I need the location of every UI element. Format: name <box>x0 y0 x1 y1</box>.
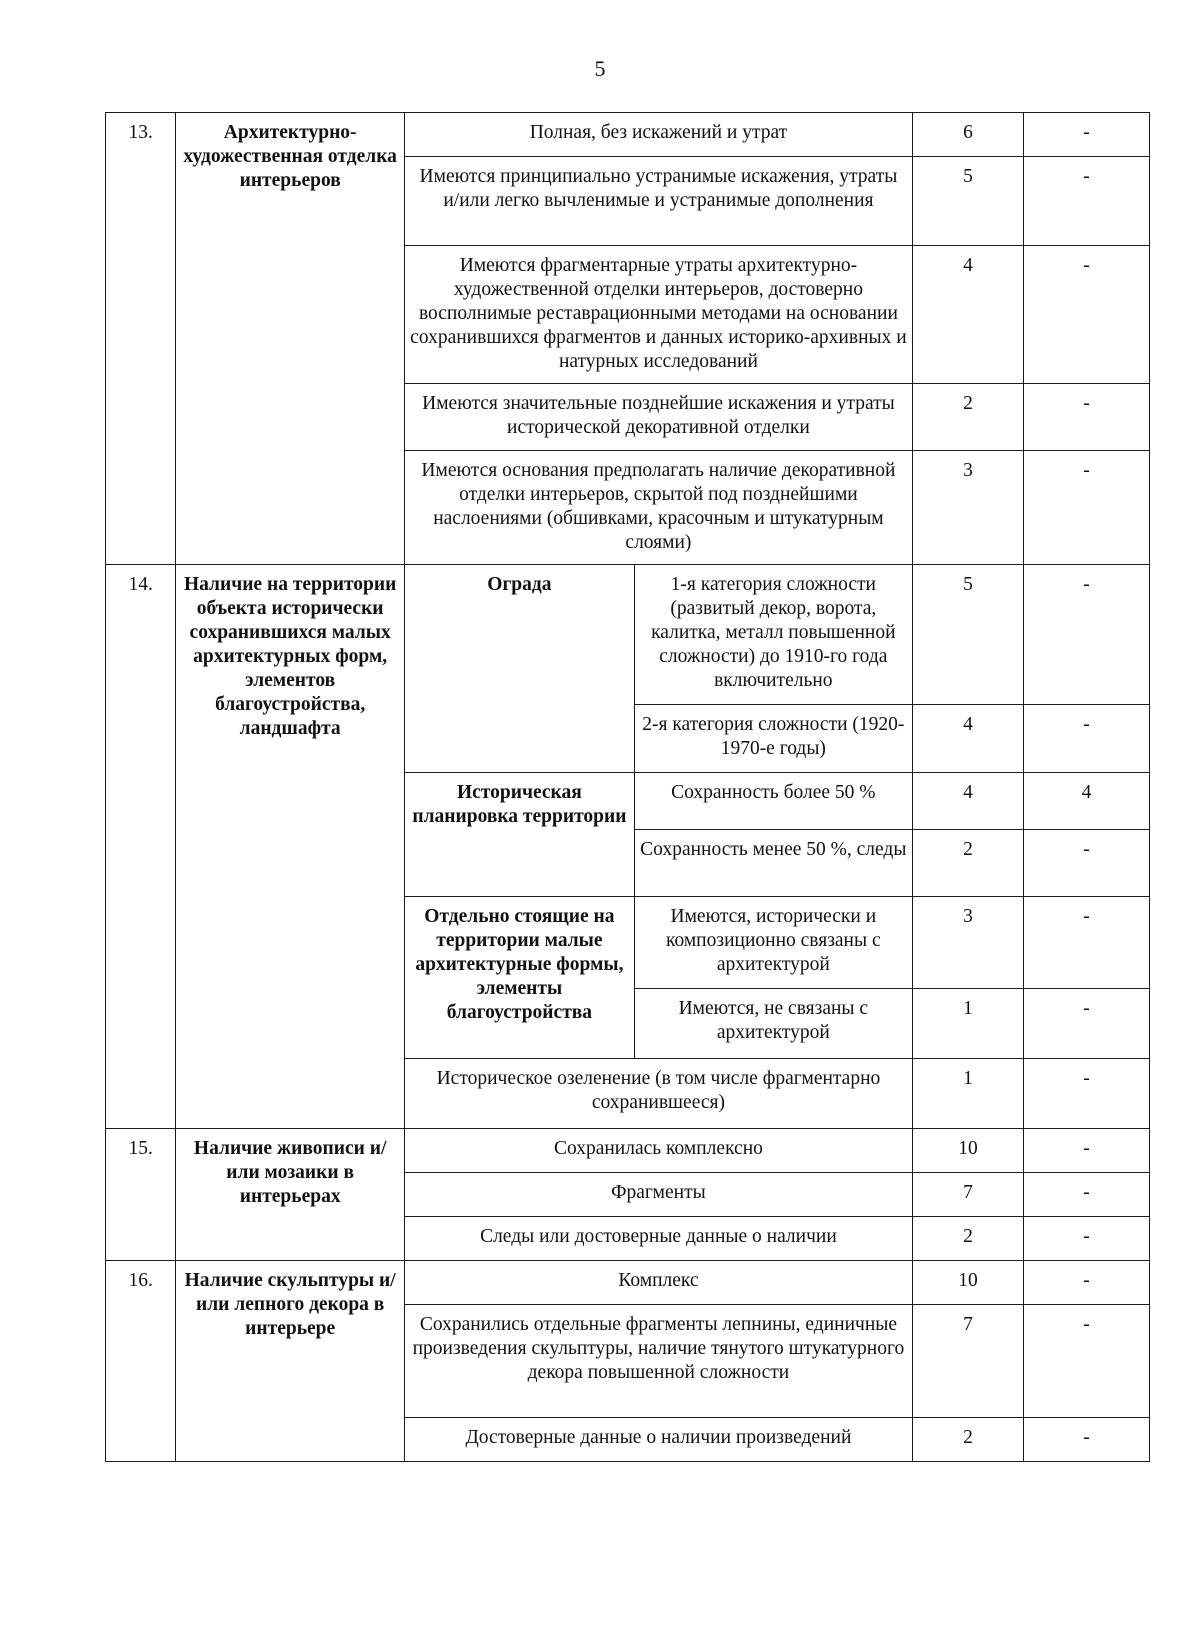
value-cell: - <box>1024 113 1150 157</box>
score-cell: 2 <box>912 830 1023 897</box>
table-row <box>106 565 1150 705</box>
score-cell: 10 <box>912 1261 1023 1305</box>
criteria-table <box>105 112 1150 1462</box>
option-text: Сохранилась комплексно <box>405 1129 913 1173</box>
criterion-name: Наличие скульптуры и/или лепного декора в интерьере <box>176 1261 405 1462</box>
score-cell: 1 <box>912 1059 1023 1129</box>
table-row <box>106 1261 1150 1305</box>
row-number: 14. <box>106 565 176 1129</box>
option-text: Сохранность менее 50 %, следы <box>634 830 912 897</box>
option-text: 1-я категория сложности (развитый декор, ворота, калитка, металл повышенной сложности) до 1910-го года включительно <box>634 565 912 705</box>
value-cell: - <box>1024 246 1150 384</box>
option-text: Достоверные данные о наличии произведений <box>405 1418 913 1462</box>
criterion-name: Наличие на территории объекта исторически сохранившихся малых архитектурных форм, элементов благоустройства, ландшафта <box>176 565 405 1129</box>
score-cell: 3 <box>912 451 1023 565</box>
score-cell: 2 <box>912 1217 1023 1261</box>
value-cell: - <box>1024 157 1150 246</box>
value-cell: - <box>1024 1173 1150 1217</box>
value-cell: - <box>1024 565 1150 705</box>
option-text: Имеются, не связаны с архитектурой <box>634 989 912 1059</box>
subcriterion-name: Отдельно стоящие на территории малые архитектурные формы, элементы благоустройства <box>405 897 635 1059</box>
option-text: Сохранность более 50 % <box>634 773 912 830</box>
option-text: Имеются, исторически и композиционно связаны с архитектурой <box>634 897 912 989</box>
value-cell: - <box>1024 1129 1150 1173</box>
option-text: Фрагменты <box>405 1173 913 1217</box>
page-number: 5 <box>594 56 606 81</box>
score-cell: 7 <box>912 1173 1023 1217</box>
score-cell: 10 <box>912 1129 1023 1173</box>
score-cell: 1 <box>912 989 1023 1059</box>
score-cell: 7 <box>912 1305 1023 1418</box>
value-cell: - <box>1024 1217 1150 1261</box>
score-cell: 4 <box>912 773 1023 830</box>
value-cell: - <box>1024 1305 1150 1418</box>
row-number: 15. <box>106 1129 176 1261</box>
option-text: Имеются принципиально устранимые искажения, утраты и/или легко вычленимые и устранимые дополнения <box>405 157 913 246</box>
option-text: Следы или достоверные данные о наличии <box>405 1217 913 1261</box>
subcriterion-name: Ограда <box>405 565 635 773</box>
row-number: 13. <box>106 113 176 565</box>
score-cell: 2 <box>912 1418 1023 1462</box>
option-text: Историческое озеленение (в том числе фрагментарно сохранившееся) <box>405 1059 913 1129</box>
subcriterion-name: Историческая планировка территории <box>405 773 635 897</box>
criterion-name: Наличие живописи и/или мозаики в интерьерах <box>176 1129 405 1261</box>
value-cell: - <box>1024 705 1150 773</box>
row-number: 16. <box>106 1261 176 1462</box>
option-text: Комплекс <box>405 1261 913 1305</box>
option-text: Имеются значительные позднейшие искажения и утраты исторической декоративной отделки <box>405 384 913 451</box>
score-cell: 4 <box>912 246 1023 384</box>
score-cell: 5 <box>912 157 1023 246</box>
score-cell: 5 <box>912 565 1023 705</box>
option-text: Имеются фрагментарные утраты архитектурно-художественной отделки интерьеров, достоверно восполнимые реставрационными методами на основании сохранившихся фрагментов и данных историко-архивных и натурных исследований <box>405 246 913 384</box>
score-cell: 4 <box>912 705 1023 773</box>
value-cell: - <box>1024 830 1150 897</box>
value-cell: 4 <box>1024 773 1150 830</box>
score-cell: 3 <box>912 897 1023 989</box>
score-cell: 6 <box>912 113 1023 157</box>
option-text: Имеются основания предполагать наличие декоративной отделки интерьеров, скрытой под позднейшими наслоениями (обшивками, красочным и штукатурным слоями) <box>405 451 913 565</box>
value-cell: - <box>1024 989 1150 1059</box>
criterion-name: Архитектурно-художественная отделка интерьеров <box>176 113 405 565</box>
option-text: Сохранились отдельные фрагменты лепнины, единичные произведения скульптуры, наличие тянутого штукатурного декора повышенной сложности <box>405 1305 913 1418</box>
option-text: Полная, без искажений и утрат <box>405 113 913 157</box>
table-row <box>106 1129 1150 1173</box>
value-cell: - <box>1024 1418 1150 1462</box>
table-row <box>106 113 1150 157</box>
value-cell: - <box>1024 897 1150 989</box>
value-cell: - <box>1024 1059 1150 1129</box>
option-text: 2-я категория сложности (1920-1970-е годы) <box>634 705 912 773</box>
score-cell: 2 <box>912 384 1023 451</box>
value-cell: - <box>1024 384 1150 451</box>
value-cell: - <box>1024 1261 1150 1305</box>
value-cell: - <box>1024 451 1150 565</box>
